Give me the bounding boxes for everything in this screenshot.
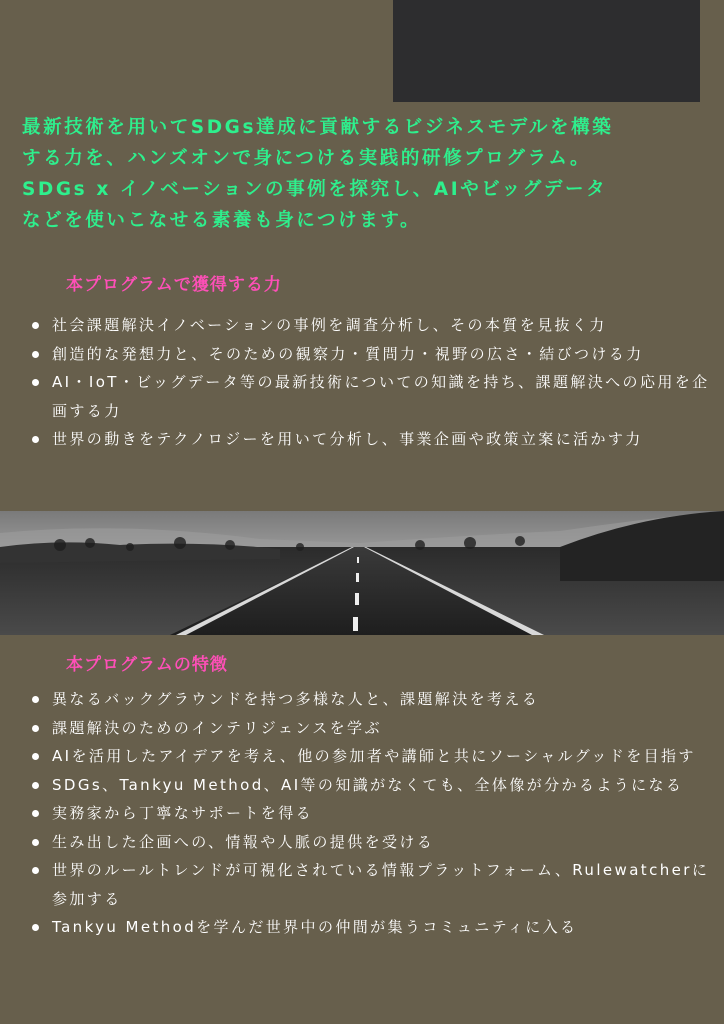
list-item: 社会課題解決イノベーションの事例を調査分析し、その本質を見抜く力 (30, 311, 710, 340)
list-item: 課題解決のためのインテリジェンスを学ぶ (30, 714, 710, 743)
intro-line: SDGs x イノベーションの事例を探究し、AIやビッグデータ (22, 179, 608, 200)
list-item: 創造的な発想力と、そのための観察力・質問力・視野の広さ・結びつける力 (30, 340, 710, 369)
list-item: SDGs、Tankyu Method、AI等の知識がなくても、全体像が分かるようになる (30, 771, 710, 800)
list-item: 異なるバックグラウンドを持つ多様な人と、課題解決を考える (30, 685, 710, 714)
section-heading-features: 本プログラムの特徴 (66, 655, 228, 675)
list-item: AI・IoT・ビッグデータ等の最新技術についての知識を持ち、課題解決への応用を企画する力 (30, 368, 710, 425)
list-item: AIを活用したアイデアを考え、他の参加者や講師と共にソーシャルグッドを目指す (30, 742, 710, 771)
skills-list (30, 311, 710, 454)
list-item: 世界のルールトレンドが可視化されている情報プラットフォーム、Rulewatcherに参加する (30, 856, 710, 913)
features-list (30, 685, 710, 942)
road-photo (0, 511, 724, 635)
list-item: 生み出した企画への、情報や人脈の提供を受ける (30, 828, 710, 857)
list-item: 実務家から丁寧なサポートを得る (30, 799, 710, 828)
section-heading-skills: 本プログラムで獲得する力 (66, 275, 282, 295)
intro-line: などを使いこなせる素養も身につけます。 (22, 210, 422, 231)
list-item: Tankyu Methodを学んだ世界中の仲間が集うコミュニティに入る (30, 913, 710, 942)
intro-line: 最新技術を用いてSDGs達成に貢献するビジネスモデルを構築 (22, 117, 614, 138)
list-item: 世界の動きをテクノロジーを用いて分析し、事業企画や政策立案に活かす力 (30, 425, 710, 454)
top-dark-block (393, 0, 700, 102)
intro-line: する力を、ハンズオンで身につける実践的研修プログラム。 (22, 148, 592, 169)
intro-paragraph (22, 112, 712, 236)
